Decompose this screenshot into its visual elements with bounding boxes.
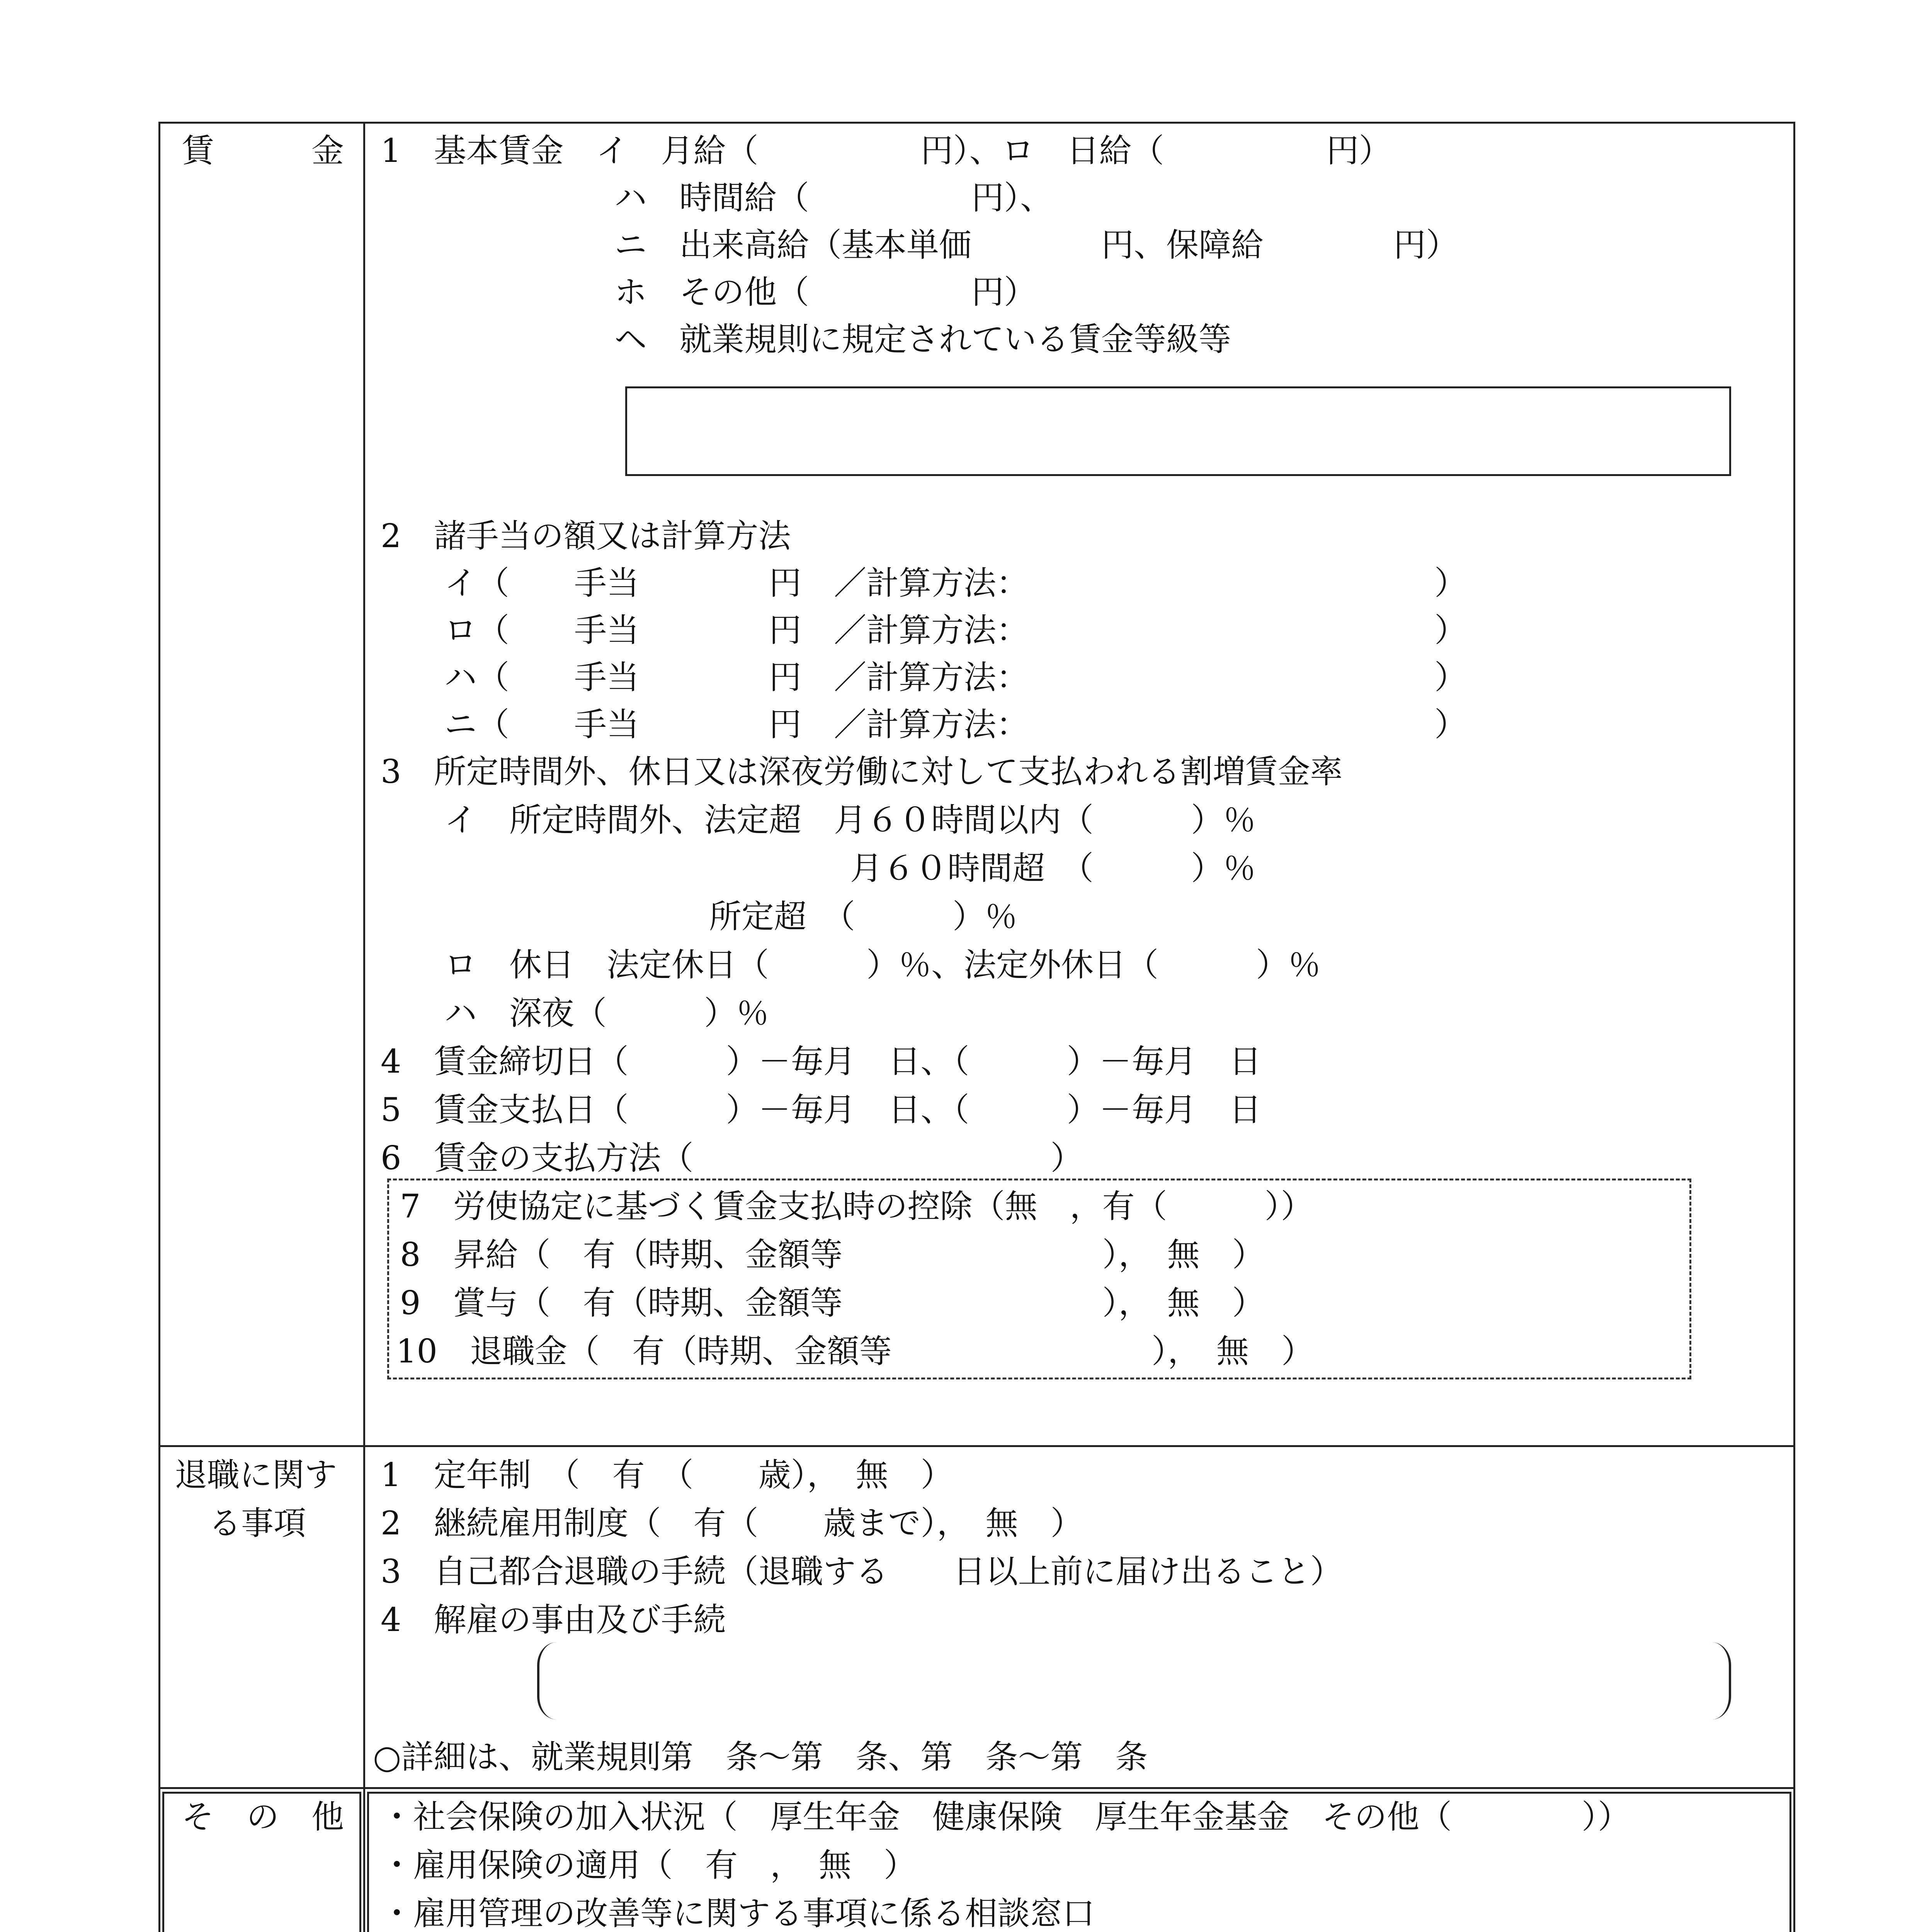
row-divider-retirement bbox=[158, 1787, 1795, 1789]
premium-overtime-60-within: イ 所定時間外、法定超 月６０時間以内（ ）％ bbox=[444, 801, 1256, 839]
wage-closing-day: 4 賃金締切日（ ）－毎月 日、（ ）－毎月 日 bbox=[381, 1043, 1262, 1080]
basic-wage-line-4: ホ その他（ 円） bbox=[614, 273, 1037, 311]
dismissal-procedure: 4 解雇の事由及び手続 bbox=[381, 1601, 726, 1639]
wage-header: 賃 金 bbox=[182, 132, 344, 170]
row-divider-wage bbox=[158, 1445, 1795, 1447]
dismissal-right-bracket bbox=[1708, 1642, 1731, 1719]
label-column-divider bbox=[363, 122, 365, 1932]
wage-payment-day: 5 賃金支払日（ ）－毎月 日、（ ）－毎月 日 bbox=[381, 1091, 1262, 1129]
dismissal-left-bracket bbox=[537, 1642, 560, 1719]
severance-line: 10 退職金（ 有（時期、金額等 ）， 無 ） bbox=[396, 1332, 1314, 1370]
continued-employment: 2 継続雇用制度（ 有（ 歳まで）， 無 ） bbox=[381, 1504, 1083, 1542]
premium-heading: 3 所定時間外、休日又は深夜労働に対して支払われる割増賃金率 bbox=[381, 753, 1343, 791]
basic-wage-line-5: ヘ 就業規則に規定されている賃金等級等 bbox=[614, 320, 1232, 358]
premium-holiday: ロ 休日 法定休日（ ）％、法定外休日（ ）％ bbox=[444, 946, 1321, 984]
wage-grade-input-box[interactable] bbox=[625, 386, 1731, 476]
work-rules-detail: ○詳細は、就業規則第 条～第 条、第 条～第 条 bbox=[373, 1738, 1148, 1776]
allowance-row-2: ロ（ 手当 円 ／計算方法： ） bbox=[444, 611, 1467, 649]
other-header: そ の 他 bbox=[182, 1798, 344, 1836]
premium-night: ハ 深夜（ ）％ bbox=[444, 994, 769, 1032]
raise-line: 8 昇給（ 有（時期、金額等 ）， 無 ） bbox=[400, 1236, 1265, 1274]
allowance-row-4: ニ（ 手当 円 ／計算方法： ） bbox=[444, 706, 1467, 743]
basic-wage-line-1: 1 基本賃金 イ 月給（ 円）、ロ 日給（ 円） bbox=[381, 132, 1391, 170]
allowances-heading: 2 諸手当の額又は計算方法 bbox=[381, 517, 791, 555]
consultation-window: ・雇用管理の改善等に関する事項に係る相談窓口 bbox=[381, 1895, 1095, 1932]
basic-wage-line-3: ニ 出来高給（基本単価 円、保障給 円） bbox=[614, 226, 1459, 264]
allowance-row-1: イ（ 手当 円 ／計算方法： ） bbox=[444, 564, 1467, 602]
basic-wage-line-2: ハ 時間給（ 円）、 bbox=[614, 179, 1053, 217]
deduction-line: 7 労使協定に基づく賃金支払時の控除（無 ，有（ ）） bbox=[400, 1187, 1313, 1225]
voluntary-resignation: 3 自己都合退職の手続（退職する 日以上前に届け出ること） bbox=[381, 1553, 1343, 1590]
premium-prescribed-over: 所定超 （ ）％ bbox=[709, 898, 1018, 935]
employment-insurance: ・雇用保険の適用（ 有 ， 無 ） bbox=[381, 1846, 917, 1884]
retirement-age-system: 1 定年制 （ 有 （ 歳）， 無 ） bbox=[381, 1456, 953, 1494]
retirement-header-1: 退職に関す bbox=[175, 1456, 337, 1494]
social-insurance: ・社会保険の加入状況（ 厚生年金 健康保険 厚生年金基金 その他（ ）） bbox=[381, 1798, 1631, 1836]
bonus-line: 9 賞与（ 有（時期、金額等 ）， 無 ） bbox=[400, 1284, 1265, 1322]
allowance-row-3: ハ（ 手当 円 ／計算方法： ） bbox=[444, 658, 1467, 696]
premium-overtime-60-over: 月６０時間超 （ ）％ bbox=[850, 849, 1256, 887]
wage-payment-method: 6 賃金の支払方法（ ） bbox=[381, 1139, 1083, 1177]
retirement-header-2: る事項 bbox=[209, 1504, 306, 1542]
